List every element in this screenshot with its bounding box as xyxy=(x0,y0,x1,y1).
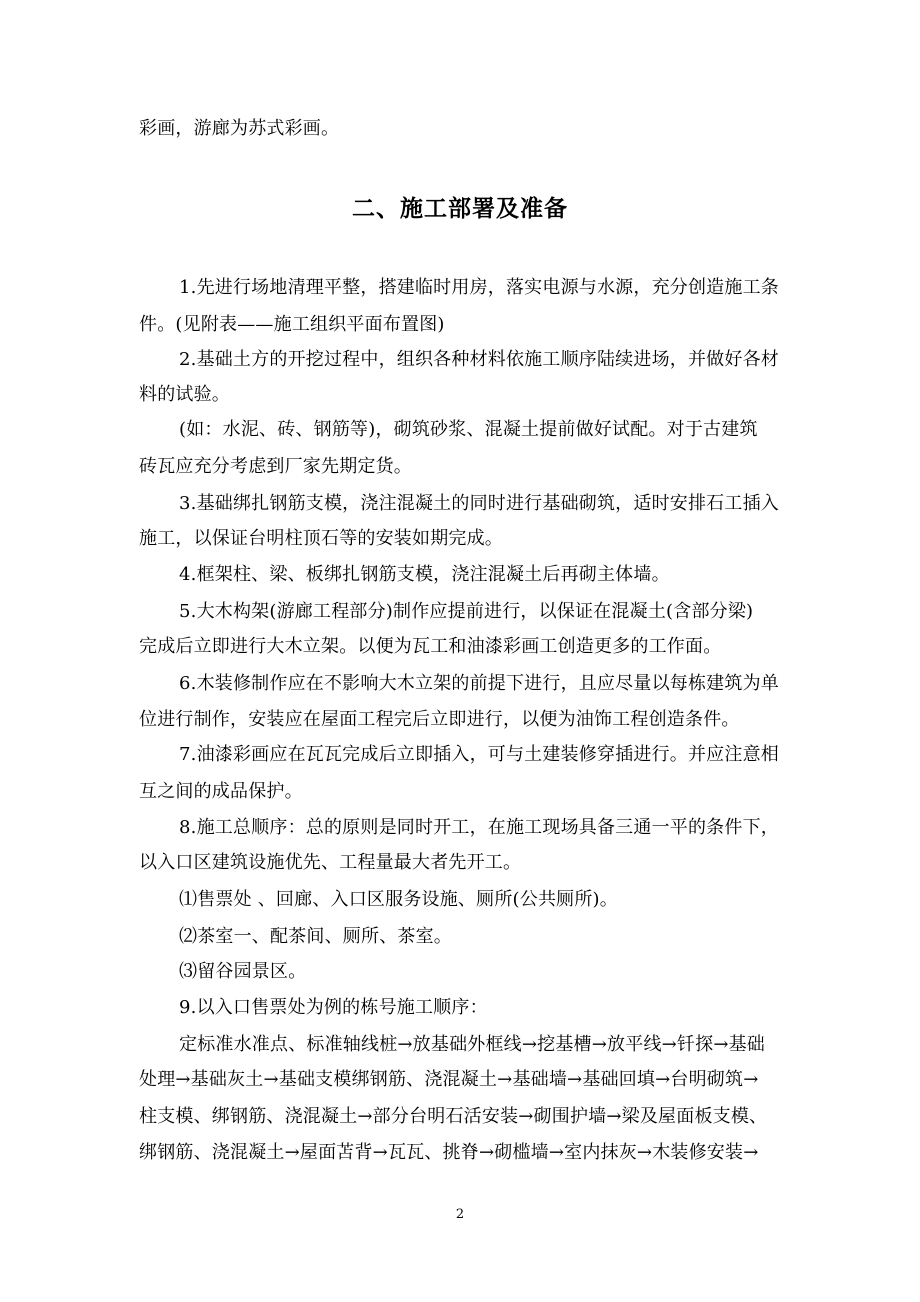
page-number: 2 xyxy=(455,1207,465,1222)
text-line-item4: 4.框架柱、梁、板绑扎钢筋支模，浇注混凝土后再砌主体墙。 xyxy=(179,564,670,585)
text-line-item6: 6.木装修制作应在不影响大木立架的前提下进行，且应尽量以每栋建筑为单 xyxy=(179,673,779,694)
text-line-materials: (如：水泥、砖、钢筋等)，砌筑砂浆、混凝土提前做好试配。对于古建筑 xyxy=(179,419,758,440)
section-heading: 二、施工部署及准备 xyxy=(352,195,568,222)
text-line-sequence-cont: 绑钢筋、浇混凝土→屋面苫背→瓦瓦、挑脊→砌槛墙→室内抹灰→木装修安装→ xyxy=(139,1142,759,1163)
text-line-item5: 5.大木构架(游廊工程部分)制作应提前进行，以保证在混凝土(含部分梁) xyxy=(179,601,754,622)
text-line-materials-cont: 砖瓦应充分考虑到厂家先期定货。 xyxy=(139,456,412,477)
text-line-item3: 3.基础绑扎钢筋支模，浇注混凝土的同时进行基础砌筑，适时安排石工插入 xyxy=(179,493,779,514)
text-line-sub1: ⑴售票处 、回廊、入口区服务设施、厕所(公共厕所)。 xyxy=(179,889,618,910)
text-line-sequence-cont: 处理→基础灰土→基础支模绑钢筋、浇混凝土→基础墙→基础回填→台明砌筑→ xyxy=(139,1069,759,1090)
text-line-continuation: 彩画，游廊为苏式彩画。 xyxy=(139,118,340,139)
text-line-item9: 9.以入口售票处为例的栋号施工顺序： xyxy=(179,997,488,1018)
text-line-sequence-cont: 柱支模、绑钢筋、浇混凝土→部分台明石活安装→砌围护墙→梁及屋面板支模、 xyxy=(139,1106,768,1127)
text-line-item7: 7.油漆彩画应在瓦瓦完成后立即插入，可与土建装修穿插进行。并应注意相 xyxy=(179,744,779,765)
text-line-sequence: 定标准水准点、标准轴线桩→放基础外框线→挖基槽→放平线→钎探→基础 xyxy=(179,1034,766,1055)
text-line-item2: 2.基础土方的开挖过程中，组织各种材料依施工顺序陆续进场，并做好各材 xyxy=(179,349,779,370)
text-line-sub3: ⑶留谷园景区。 xyxy=(179,961,307,982)
text-line-item7-cont: 互之间的成品保护。 xyxy=(139,781,303,802)
text-line-item8-cont: 以入口区建筑设施优先、工程量最大者先开工。 xyxy=(139,852,522,873)
text-line-item6-cont: 位进行制作，安装应在屋面工程完后立即进行，以便为油饰工程创造条件。 xyxy=(139,709,740,730)
text-line-item8: 8.施工总顺序：总的原则是同时开工，在施工现场具备三通一平的条件下， xyxy=(179,817,779,838)
text-line-item2-cont: 料的试验。 xyxy=(139,384,230,405)
text-line-sub2: ⑵茶室一、配茶间、厕所、茶室。 xyxy=(179,926,452,947)
text-line-item1: 1.先进行场地清理平整，搭建临时用房，落实电源与水源，充分创造施工条 xyxy=(179,277,779,298)
text-line-item5-cont: 完成后立即进行大木立架。以便为瓦工和油漆彩画工创造更多的工作面。 xyxy=(139,636,722,657)
text-line-item1-cont: 件。(见附表——施工组织平面布置图) xyxy=(139,314,445,335)
text-line-item3-cont: 施工，以保证台明柱顶石等的安装如期完成。 xyxy=(139,528,503,549)
